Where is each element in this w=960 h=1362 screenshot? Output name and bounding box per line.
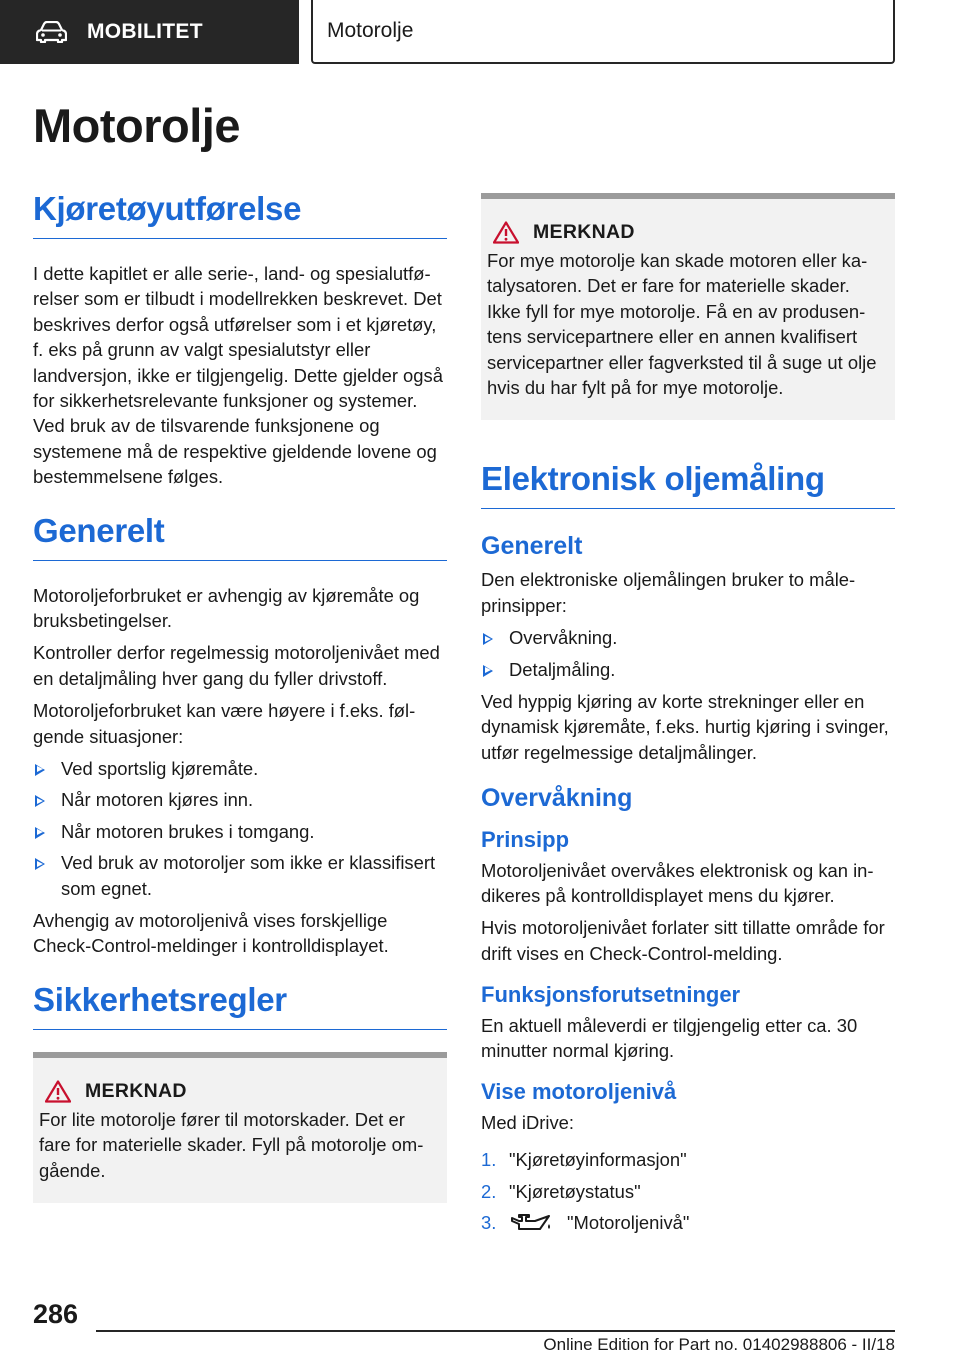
- notice-title: MERKNAD: [533, 221, 635, 243]
- list-item: Ved sportslig kjøremåte.: [33, 756, 447, 781]
- list-item: 3. "Motoroljenivå": [481, 1212, 690, 1234]
- topic-tab: [311, 0, 895, 64]
- section-tab: [0, 0, 299, 64]
- topic-label: Motorolje: [327, 19, 414, 42]
- footer-divider: [96, 1330, 895, 1332]
- heading-monitoring: Overvåkning: [481, 784, 633, 813]
- principle-list: [481, 625, 895, 682]
- notice-title: MERKNAD: [85, 1079, 187, 1102]
- list-item: Når motoren brukes i tomgang.: [33, 819, 447, 844]
- notice-text: For mye motorolje kan skade motoren eller katalysatoren. Det er fare for materielle skader. Ikke fyll for mye motorolje. Få en av produsentens servicepartnere eller en annen kvalifisert servicepartner eller fagverksted til å suge ut olje hvis du har fylt på for mye motorolje.: [487, 250, 877, 399]
- general-p4: Avhengig av motoroljenivå vises forskjellige Check-Control-meldinger i kontrolldisplayet.: [33, 910, 389, 957]
- heading-general-electronic: Generelt: [481, 532, 583, 561]
- principle-p1: Motoroljenivået overvåkes elektronisk og kan indikeres på kontrolldisplayet mens du kjører.: [481, 859, 874, 907]
- heading-requirements: Funksjonsforutsetninger: [481, 982, 741, 1008]
- page-number: 286: [33, 1299, 79, 1329]
- steps-list: [481, 1147, 895, 1235]
- car-icon: [36, 21, 67, 43]
- triangle-bullet-icon: [35, 827, 45, 839]
- heading-principle: Prinsipp: [481, 827, 570, 853]
- heading-safety: Sikkerhetsregler: [33, 981, 447, 1030]
- list-item: Når motoren kjøres inn.: [33, 787, 447, 812]
- triangle-bullet-icon: [483, 633, 493, 645]
- list-item: 2. "Kjøretøystatus": [481, 1180, 641, 1202]
- list-item: Detaljmåling.: [481, 657, 895, 682]
- triangle-bullet-icon: [483, 665, 493, 677]
- requirements-text: En aktuell måleverdi er tilgjengelig etter ca. 30 minutter normal kjøring.: [481, 1014, 858, 1062]
- section-label: MOBILITET: [87, 20, 203, 43]
- heading-vehicle-version: Kjøretøyutførelse: [33, 190, 447, 239]
- situation-list: [33, 756, 447, 901]
- list-item: Overvåkning.: [481, 625, 895, 650]
- list-item: 1. "Kjøretøyinformasjon": [481, 1149, 687, 1171]
- general-electronic-text: Den elektroniske oljemålingen bruker to måleprinsipper:: [481, 569, 856, 616]
- general-p3: Motoroljeforbruket kan være høyere i f.eks. følgende situasjoner:: [33, 700, 416, 747]
- page-title: Motorolje: [33, 99, 240, 152]
- left-column: [33, 190, 447, 1203]
- display-text: Med iDrive:: [481, 1111, 574, 1133]
- notice-box: [33, 1052, 447, 1203]
- oil-can-icon: [509, 1212, 553, 1234]
- warning-icon: [493, 221, 519, 244]
- notice-box: [481, 193, 895, 420]
- triangle-bullet-icon: [35, 795, 45, 807]
- heading-general: Generelt: [33, 512, 447, 561]
- general-electronic-text2: Ved hyppig kjøring av korte strekninger eller en dynamisk kjøremåte, f.eks. hurtig kjøring i svinger, utfør regelmessige detaljmålinger.: [481, 691, 889, 763]
- triangle-bullet-icon: [35, 858, 45, 870]
- heading-display-oil-level: Vise motoroljenivå: [481, 1079, 677, 1105]
- warning-icon: [45, 1080, 71, 1103]
- edition-text: Online Edition for Part no. 01402988806 - II/18: [543, 1335, 895, 1354]
- principle-p2: Hvis motoroljenivået forlater sitt tillatte område for drift vises en Check-Control-melding.: [481, 917, 885, 964]
- notice-text: For lite motorolje fører til motorskader. Det er fare for materielle skader. Fyll på motorolje omgående.: [39, 1108, 424, 1181]
- general-p1: Motoroljeforbruket er avhengig av kjøremåte og bruksbetingelser.: [33, 584, 420, 631]
- list-item: Ved bruk av motoroljer som ikke er klassifisert som egnet.: [33, 850, 447, 901]
- right-column: [481, 193, 895, 1241]
- vehicle-version-text: I dette kapitlet er alle serie-, land- og spesialutførelser som er tilbudt i modellrekken beskrevet. Det beskrives derfor også utførelser som i et kjøretøy, f. eks på grunn av valgt spesialutstyr eller landversjon, ikke er tilgjengelig. Dette gjelder også for sikkerhetsrelevante funksjoner og systemer. Ved bruk av de tilsvarende funksjonene og systemene må de respektive gjeldende lovene og bestemmelsene følges.: [33, 262, 443, 488]
- heading-electronic-oil-measurement: Elektronisk oljemåling: [481, 460, 895, 509]
- page-header: [0, 0, 960, 66]
- triangle-bullet-icon: [35, 764, 45, 776]
- general-p2: Kontroller derfor regelmessig motoroljenivået med en detaljmåling hver gang du fyller drivstoff.: [33, 642, 440, 689]
